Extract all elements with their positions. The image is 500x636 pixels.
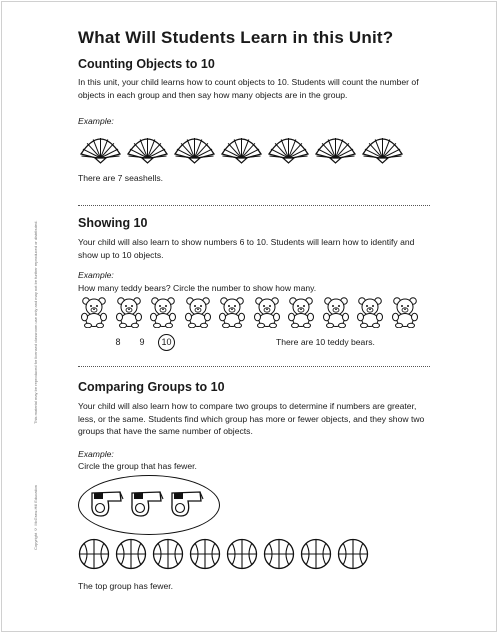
teddy-bear-icon: [216, 296, 248, 328]
seashell-icon: [360, 130, 405, 164]
basketball-row: [78, 538, 374, 570]
caption-seashells: There are 7 seashells.: [78, 173, 164, 183]
choice-10-circled: 10: [158, 334, 175, 351]
basketball-icon: [300, 538, 332, 570]
whistle-icon: [90, 489, 124, 519]
section-text-comparing: Your child will also learn how to compare two groups to determine if numbers are greater, less, or the same. Students find which group has more or fewer objects, and they show two groups that have the same number of objects.: [78, 401, 425, 436]
whistle-icon: [170, 489, 204, 519]
choice-8: 8: [115, 337, 121, 347]
seashell-icon: [313, 130, 358, 164]
instruction-fewer: Circle the group that has fewer.: [78, 461, 197, 471]
section-text-counting: In this unit, your child learns how to count objects to 10. Students will count the number of objects in each group and then say how many objects are in the group.: [78, 77, 419, 100]
side-legal-note: This material may be reproduced for licensed classroom use only and may not be further reproduced or distributed.: [33, 220, 38, 424]
teddy-bear-icon: [182, 296, 214, 328]
teddy-bear-icon: [354, 296, 386, 328]
basketball-icon: [189, 538, 221, 570]
teddy-bear-icon: [285, 296, 317, 328]
section-heading-counting: Counting Objects to 10: [78, 57, 215, 71]
basketball-icon: [263, 538, 295, 570]
question-teddy: How many teddy bears? Circle the number to show how many.: [78, 283, 317, 293]
side-copyright: Copyright © McGraw-Hill Education: [33, 484, 38, 550]
basketball-icon: [115, 538, 147, 570]
seashell-icon: [125, 130, 170, 164]
teddy-bear-icon: [113, 296, 145, 328]
teddy-bear-icon: [389, 296, 421, 328]
example-label-2: Example:: [78, 270, 114, 280]
section-divider: [78, 205, 430, 206]
page-title: What Will Students Learn in this Unit?: [78, 28, 394, 47]
caption-comparing: The top group has fewer.: [78, 581, 174, 591]
teddy-bear-row: [78, 296, 423, 328]
section-heading-comparing: Comparing Groups to 10: [78, 380, 225, 394]
basketball-icon: [78, 538, 110, 570]
choice-9: 9: [139, 337, 145, 347]
example-label-3: Example:: [78, 449, 114, 459]
section-text-showing: Your child will also learn to show numbers 6 to 10. Students will learn how to identify and show up to 10 objects.: [78, 237, 415, 260]
seashell-icon: [266, 130, 311, 164]
teddy-bear-icon: [147, 296, 179, 328]
basketball-icon: [152, 538, 184, 570]
basketball-icon: [226, 538, 258, 570]
seashell-icon: [172, 130, 217, 164]
example-label-1: Example:: [78, 116, 114, 126]
whistle-icon: [130, 489, 164, 519]
section-heading-showing: Showing 10: [78, 216, 148, 230]
teddy-bear-icon: [78, 296, 110, 328]
seashell-icon: [219, 130, 264, 164]
whistle-row: [90, 489, 210, 519]
section-divider: [78, 366, 430, 367]
worksheet-page: [1, 1, 497, 632]
teddy-bear-icon: [320, 296, 352, 328]
seashell-row: [78, 130, 407, 164]
teddy-bear-icon: [251, 296, 283, 328]
seashell-icon: [78, 130, 123, 164]
basketball-icon: [337, 538, 369, 570]
caption-teddy-bears: There are 10 teddy bears.: [276, 337, 375, 347]
